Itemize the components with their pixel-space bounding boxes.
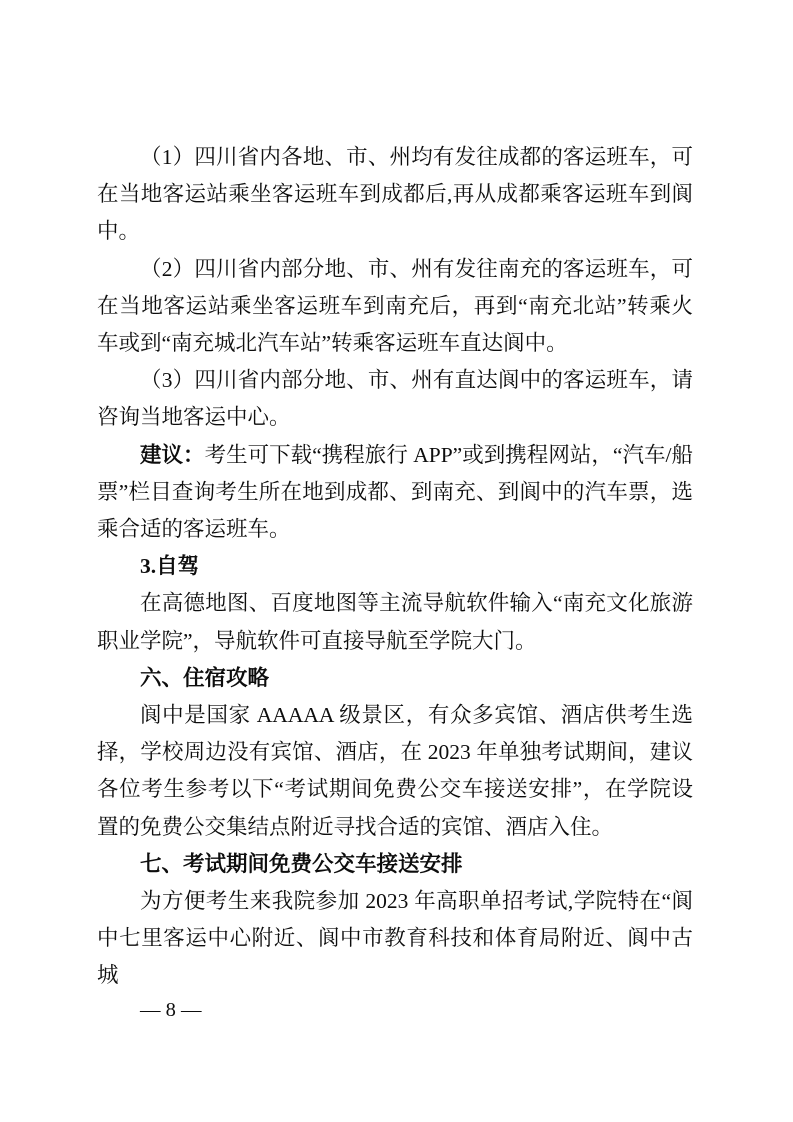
document-body (97, 139, 693, 995)
heading-free-bus: 七、考试期间免费公交车接送安排 (140, 851, 463, 876)
paragraph-route-nanchong: （2）四川省内部分地、市、州有发往南充的客运班车，可在当地客运站乘坐客运班车到南充后，再到“南充北站”转乘火车或到“南充城北汽车站”转乘客运班车直达阆中。 (97, 256, 693, 356)
paragraph-ticket-advice (97, 437, 693, 549)
paragraph-route-direct: （3）四川省内部分地、市、州有直达阆中的客运班车，请咨询当地客运中心。 (97, 368, 693, 430)
advice-label: 建议： (140, 442, 205, 467)
paragraph-accommodation: 阆中是国家 AAAAA 级景区，有众多宾馆、酒店供考生选择，学校周边没有宾馆、酒店，在 2023 年单独考试期间，建议各位考生参考以下“考试期间免费公交车接送安排”，在学院设置的免费公交集结点附近寻找合适的宾馆、酒店入住。 (97, 703, 693, 839)
heading-self-drive: 3.自驾 (140, 554, 200, 579)
page-number: — 8 — (140, 999, 202, 1021)
paragraph-free-bus: 为方便考生来我院参加 2023 年高职单招考试,学院特在“阆中七里客运中心附近、阆中市教育科技和体育局附近、阆中古城 (97, 889, 693, 988)
paragraph-route-chengdu: （1）四川省内各地、市、州均有发往成都的客运班车，可在当地客运站乘坐客运班车到成都后,再从成都乘客运班车到阆中。 (97, 145, 693, 244)
heading-accommodation: 六、住宿攻略 (140, 665, 270, 690)
advice-text: 考生可下载“携程旅行 APP”或到携程网站，“汽车/船票”栏目查询考生所在地到成都、到南充、到阆中的汽车票，选乘合适的客运班车。 (97, 442, 693, 542)
paragraph-navigation: 在高德地图、百度地图等主流导航软件输入“南充文化旅游职业学院”，导航软件可直接导航至学院大门。 (97, 591, 693, 653)
